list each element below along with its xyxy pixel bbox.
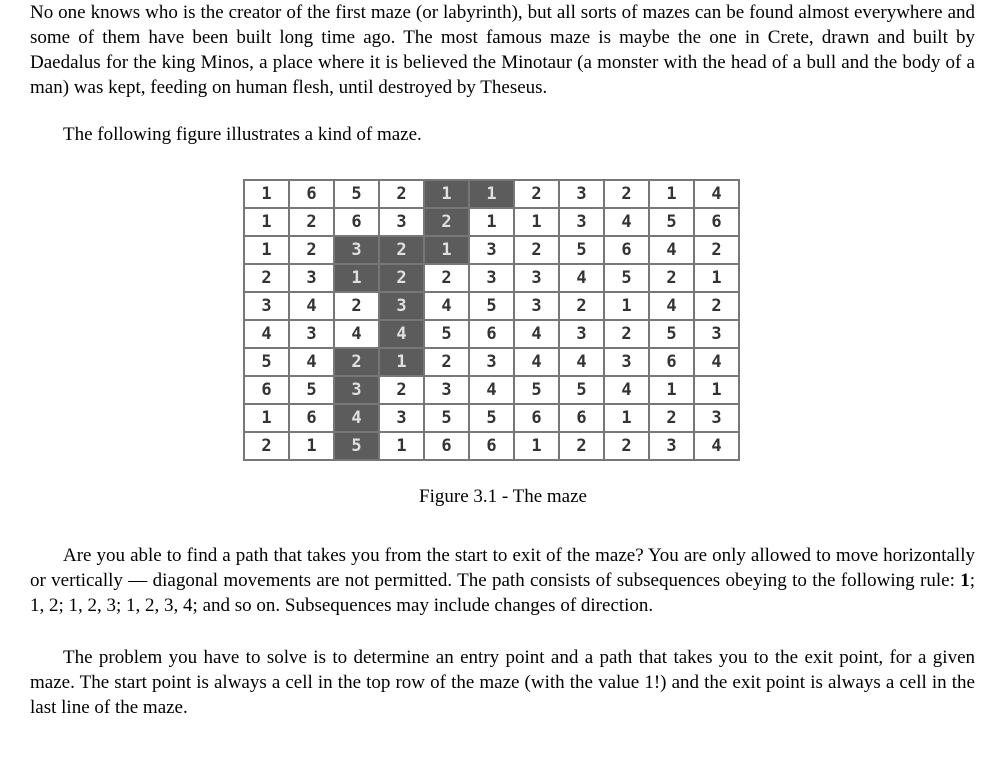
maze-cell: 5 <box>289 376 334 404</box>
maze-cell: 3 <box>604 348 649 376</box>
maze-cell: 6 <box>649 348 694 376</box>
maze-cell: 3 <box>289 320 334 348</box>
maze-cell: 2 <box>334 348 379 376</box>
maze-cell: 2 <box>604 180 649 208</box>
maze-cell: 3 <box>469 236 514 264</box>
maze-cell: 1 <box>244 236 289 264</box>
maze-cell: 1 <box>379 432 424 460</box>
maze-cell: 3 <box>514 292 559 320</box>
maze-cell: 6 <box>604 236 649 264</box>
maze-cell: 6 <box>334 208 379 236</box>
problem-paragraph: The problem you have to solve is to determine an entry point and a path that takes you to the exit point, for a given maze. The start point is always a cell in the top row of the maze (with the value 1!) and the exit point is always a cell in the last line of the maze. <box>30 647 975 718</box>
maze-cell: 2 <box>694 236 739 264</box>
maze-cell: 6 <box>559 404 604 432</box>
intro-paragraph: No one knows who is the creator of the first maze (or labyrinth), but all sorts of mazes can be found almost everywhere and some of them have been built long time ago. The most famous maze is maybe the one in Crete, drawn and built by Daedalus for the king Minos, a place where it is believed the Minotaur (a monster with the head of a bull and the body of a man) was kept, feeding on human flesh, until destroyed by Theseus. <box>30 2 975 98</box>
maze-cell: 4 <box>334 404 379 432</box>
maze-cell: 2 <box>649 404 694 432</box>
maze-cell: 4 <box>694 180 739 208</box>
maze-cell: 2 <box>559 292 604 320</box>
question-paragraph <box>30 543 975 618</box>
maze-cell: 5 <box>424 404 469 432</box>
maze-cell: 4 <box>244 320 289 348</box>
figure-intro-paragraph: The following figure illustrates a kind of maze. <box>63 124 422 145</box>
maze-row <box>244 376 739 404</box>
maze-cell: 1 <box>424 236 469 264</box>
maze-cell: 3 <box>559 208 604 236</box>
maze-cell: 4 <box>694 432 739 460</box>
maze-cell: 5 <box>604 264 649 292</box>
maze-cell: 5 <box>649 208 694 236</box>
question-text-start: Are you able to find a path that takes you from the start to exit of the maze? You are only allowed to move horizontally or vertically — diagonal movements are not permitted. The path consists of subsequences obeying to the following rule: <box>30 545 975 591</box>
maze-cell: 6 <box>469 320 514 348</box>
maze-cell: 6 <box>289 180 334 208</box>
maze-cell: 2 <box>559 432 604 460</box>
maze-cell: 1 <box>424 180 469 208</box>
maze-cell: 1 <box>694 264 739 292</box>
maze-cell: 4 <box>469 376 514 404</box>
question-bold-one: 1 <box>960 570 970 591</box>
maze-cell: 3 <box>694 320 739 348</box>
maze-cell: 4 <box>289 292 334 320</box>
maze-cell: 1 <box>649 376 694 404</box>
maze-cell: 2 <box>514 180 559 208</box>
figure-caption: Figure 3.1 - The maze <box>419 486 587 507</box>
maze-cell: 1 <box>604 404 649 432</box>
maze-cell: 4 <box>604 208 649 236</box>
maze-cell: 1 <box>514 432 559 460</box>
maze-cell: 6 <box>244 376 289 404</box>
maze-row <box>244 208 739 236</box>
maze-cell: 5 <box>649 320 694 348</box>
maze-row <box>244 432 739 460</box>
maze-cell: 3 <box>469 264 514 292</box>
maze-cell: 1 <box>289 432 334 460</box>
maze-cell: 1 <box>379 348 424 376</box>
maze-cell: 4 <box>649 236 694 264</box>
maze-cell: 3 <box>379 208 424 236</box>
maze-cell: 5 <box>514 376 559 404</box>
maze-cell: 3 <box>289 264 334 292</box>
maze-cell: 4 <box>649 292 694 320</box>
maze-cell: 3 <box>334 236 379 264</box>
maze-cell: 3 <box>559 320 604 348</box>
maze-cell: 3 <box>379 404 424 432</box>
maze-cell: 4 <box>694 348 739 376</box>
maze-cell: 1 <box>244 208 289 236</box>
maze-cell: 5 <box>244 348 289 376</box>
maze-cell: 3 <box>694 404 739 432</box>
maze-cell: 1 <box>694 376 739 404</box>
maze-cell: 3 <box>424 376 469 404</box>
maze-cell: 2 <box>649 264 694 292</box>
maze-cell: 2 <box>424 348 469 376</box>
question-text-end: ; 1, 2; 1, 2, 3; 1, 2, 3, 4; and so on. Subsequences may include changes of direction. <box>30 570 975 616</box>
maze-row <box>244 348 739 376</box>
maze-cell: 1 <box>514 208 559 236</box>
maze-cell: 4 <box>514 348 559 376</box>
maze-cell: 6 <box>289 404 334 432</box>
maze-cell: 4 <box>559 264 604 292</box>
maze-cell: 4 <box>604 376 649 404</box>
maze-cell: 2 <box>244 264 289 292</box>
maze-cell: 2 <box>604 320 649 348</box>
maze-cell: 5 <box>334 180 379 208</box>
maze-grid <box>243 179 740 461</box>
maze-cell: 2 <box>604 432 649 460</box>
maze-cell: 4 <box>379 320 424 348</box>
maze-cell: 6 <box>469 432 514 460</box>
maze-cell: 3 <box>334 376 379 404</box>
maze-row <box>244 264 739 292</box>
maze-cell: 3 <box>649 432 694 460</box>
maze-row <box>244 180 739 208</box>
maze-cell: 6 <box>514 404 559 432</box>
maze-cell: 3 <box>469 348 514 376</box>
maze-cell: 4 <box>559 348 604 376</box>
maze-cell: 2 <box>244 432 289 460</box>
maze-cell: 6 <box>694 208 739 236</box>
maze-cell: 5 <box>334 432 379 460</box>
maze-cell: 2 <box>514 236 559 264</box>
maze-cell: 2 <box>424 208 469 236</box>
maze-cell: 3 <box>514 264 559 292</box>
maze-cell: 4 <box>289 348 334 376</box>
maze-cell: 1 <box>244 180 289 208</box>
maze-cell: 2 <box>379 264 424 292</box>
maze-cell: 2 <box>379 376 424 404</box>
maze-cell: 2 <box>694 292 739 320</box>
maze-row <box>244 320 739 348</box>
maze-cell: 5 <box>424 320 469 348</box>
maze-cell: 2 <box>379 236 424 264</box>
maze-cell: 5 <box>559 236 604 264</box>
maze-cell: 3 <box>559 180 604 208</box>
maze-row <box>244 404 739 432</box>
maze-cell: 5 <box>559 376 604 404</box>
maze-cell: 6 <box>424 432 469 460</box>
maze-cell: 1 <box>604 292 649 320</box>
maze-cell: 5 <box>469 404 514 432</box>
maze-cell: 2 <box>289 208 334 236</box>
maze-cell: 4 <box>334 320 379 348</box>
maze-cell: 2 <box>289 236 334 264</box>
maze-cell: 4 <box>424 292 469 320</box>
maze-row <box>244 292 739 320</box>
maze-cell: 5 <box>469 292 514 320</box>
maze-cell: 3 <box>379 292 424 320</box>
maze-cell: 2 <box>424 264 469 292</box>
maze-row <box>244 236 739 264</box>
maze-cell: 2 <box>379 180 424 208</box>
maze-cell: 3 <box>244 292 289 320</box>
maze-cell: 1 <box>469 180 514 208</box>
maze-cell: 1 <box>244 404 289 432</box>
maze-cell: 1 <box>469 208 514 236</box>
maze-cell: 1 <box>334 264 379 292</box>
maze-cell: 1 <box>649 180 694 208</box>
maze-cell: 4 <box>514 320 559 348</box>
maze-cell: 2 <box>334 292 379 320</box>
